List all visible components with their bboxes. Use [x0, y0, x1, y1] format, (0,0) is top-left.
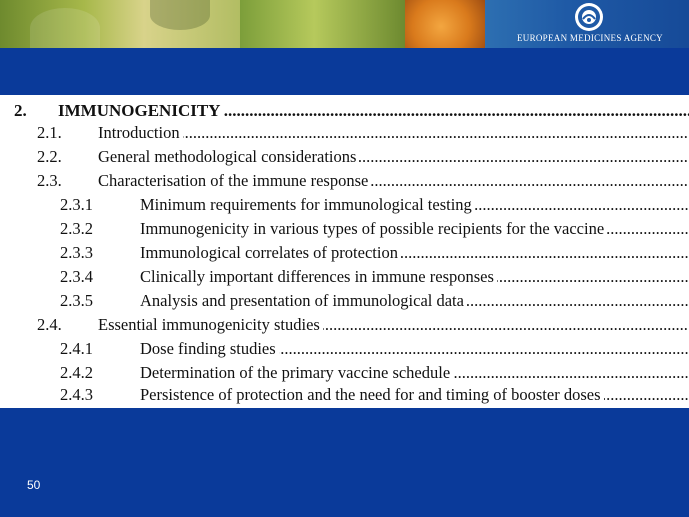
toc-entry-number: 2.3.5	[60, 291, 93, 310]
toc-entry-title-wrap	[140, 193, 689, 217]
toc-entry	[0, 313, 689, 337]
toc-heading-title-wrap	[58, 99, 689, 123]
toc-entry	[0, 337, 689, 361]
toc-entry-number: 2.4.3	[60, 385, 93, 404]
table-of-contents	[0, 95, 689, 408]
toc-entry-number: 2.1.	[37, 123, 62, 142]
toc-heading-number: 2.	[14, 101, 27, 120]
banner-shadow	[150, 0, 210, 30]
toc-entry-number: 2.3.3	[60, 243, 93, 262]
toc-heading-title: IMMUNOGENICITY	[58, 101, 223, 120]
toc-entry-number: 2.3.4	[60, 267, 93, 286]
toc-entry-title-wrap	[140, 241, 689, 265]
toc-entry-title-wrap	[140, 217, 689, 241]
toc-entry-title: Introduction	[98, 123, 183, 142]
toc-entry-title: General methodological considerations	[98, 147, 359, 166]
toc-entry	[0, 217, 689, 241]
toc-entry-title-wrap	[98, 313, 689, 337]
toc-entry	[0, 289, 689, 313]
toc-entry	[0, 121, 689, 145]
toc-heading	[0, 99, 689, 123]
toc-entry-title: Persistence of protection and the need for and timing of booster doses	[140, 385, 604, 404]
toc-entry-title: Analysis and presentation of immunological data	[140, 291, 467, 310]
toc-entry	[0, 169, 689, 193]
toc-entry-title-wrap	[98, 169, 689, 193]
toc-entry-title: Dose finding studies	[140, 339, 279, 358]
toc-entry-title-wrap	[140, 337, 689, 361]
toc-entry-title-wrap	[140, 289, 689, 313]
toc-entry-title-wrap	[98, 145, 689, 169]
toc-entry	[0, 241, 689, 265]
toc-entry-title: Clinically important differences in immune responses	[140, 267, 497, 286]
banner-highlight	[30, 8, 100, 48]
toc-entry-number: 2.4.	[37, 315, 62, 334]
toc-entry-title: Characterisation of the immune response	[98, 171, 371, 190]
toc-entry-title-wrap	[140, 265, 689, 289]
toc-entry-title-wrap	[140, 361, 689, 385]
toc-entry-title: Immunogenicity in various types of possible recipients for the vaccine	[140, 219, 607, 238]
toc-entry-title: Immunological correlates of protection	[140, 243, 401, 262]
toc-entry-number: 2.4.1	[60, 339, 93, 358]
toc-entry-number: 2.3.1	[60, 195, 93, 214]
toc-entry	[0, 265, 689, 289]
toc-entry-title-wrap	[98, 121, 689, 145]
toc-entry	[0, 361, 689, 385]
toc-entry-number: 2.3.2	[60, 219, 93, 238]
toc-entry	[0, 193, 689, 217]
toc-entry	[0, 145, 689, 169]
toc-entry-title: Minimum requirements for immunological testing	[140, 195, 475, 214]
toc-entry-title-wrap	[140, 383, 689, 407]
toc-entry-title: Determination of the primary vaccine schedule	[140, 363, 453, 382]
page-number: 50	[27, 478, 41, 492]
toc-entry-title: Essential immunogenicity studies	[98, 315, 323, 334]
agency-name: EUROPEAN MEDICINES AGENCY	[516, 33, 663, 43]
toc-entry-number: 2.4.2	[60, 363, 93, 382]
toc-entry	[0, 383, 689, 407]
toc-entry-number: 2.2.	[37, 147, 62, 166]
ema-logo-icon	[575, 3, 603, 31]
toc-entry-number: 2.3.	[37, 171, 62, 190]
banner-photo-orange	[405, 0, 485, 48]
banner-photo-plant	[240, 0, 405, 48]
